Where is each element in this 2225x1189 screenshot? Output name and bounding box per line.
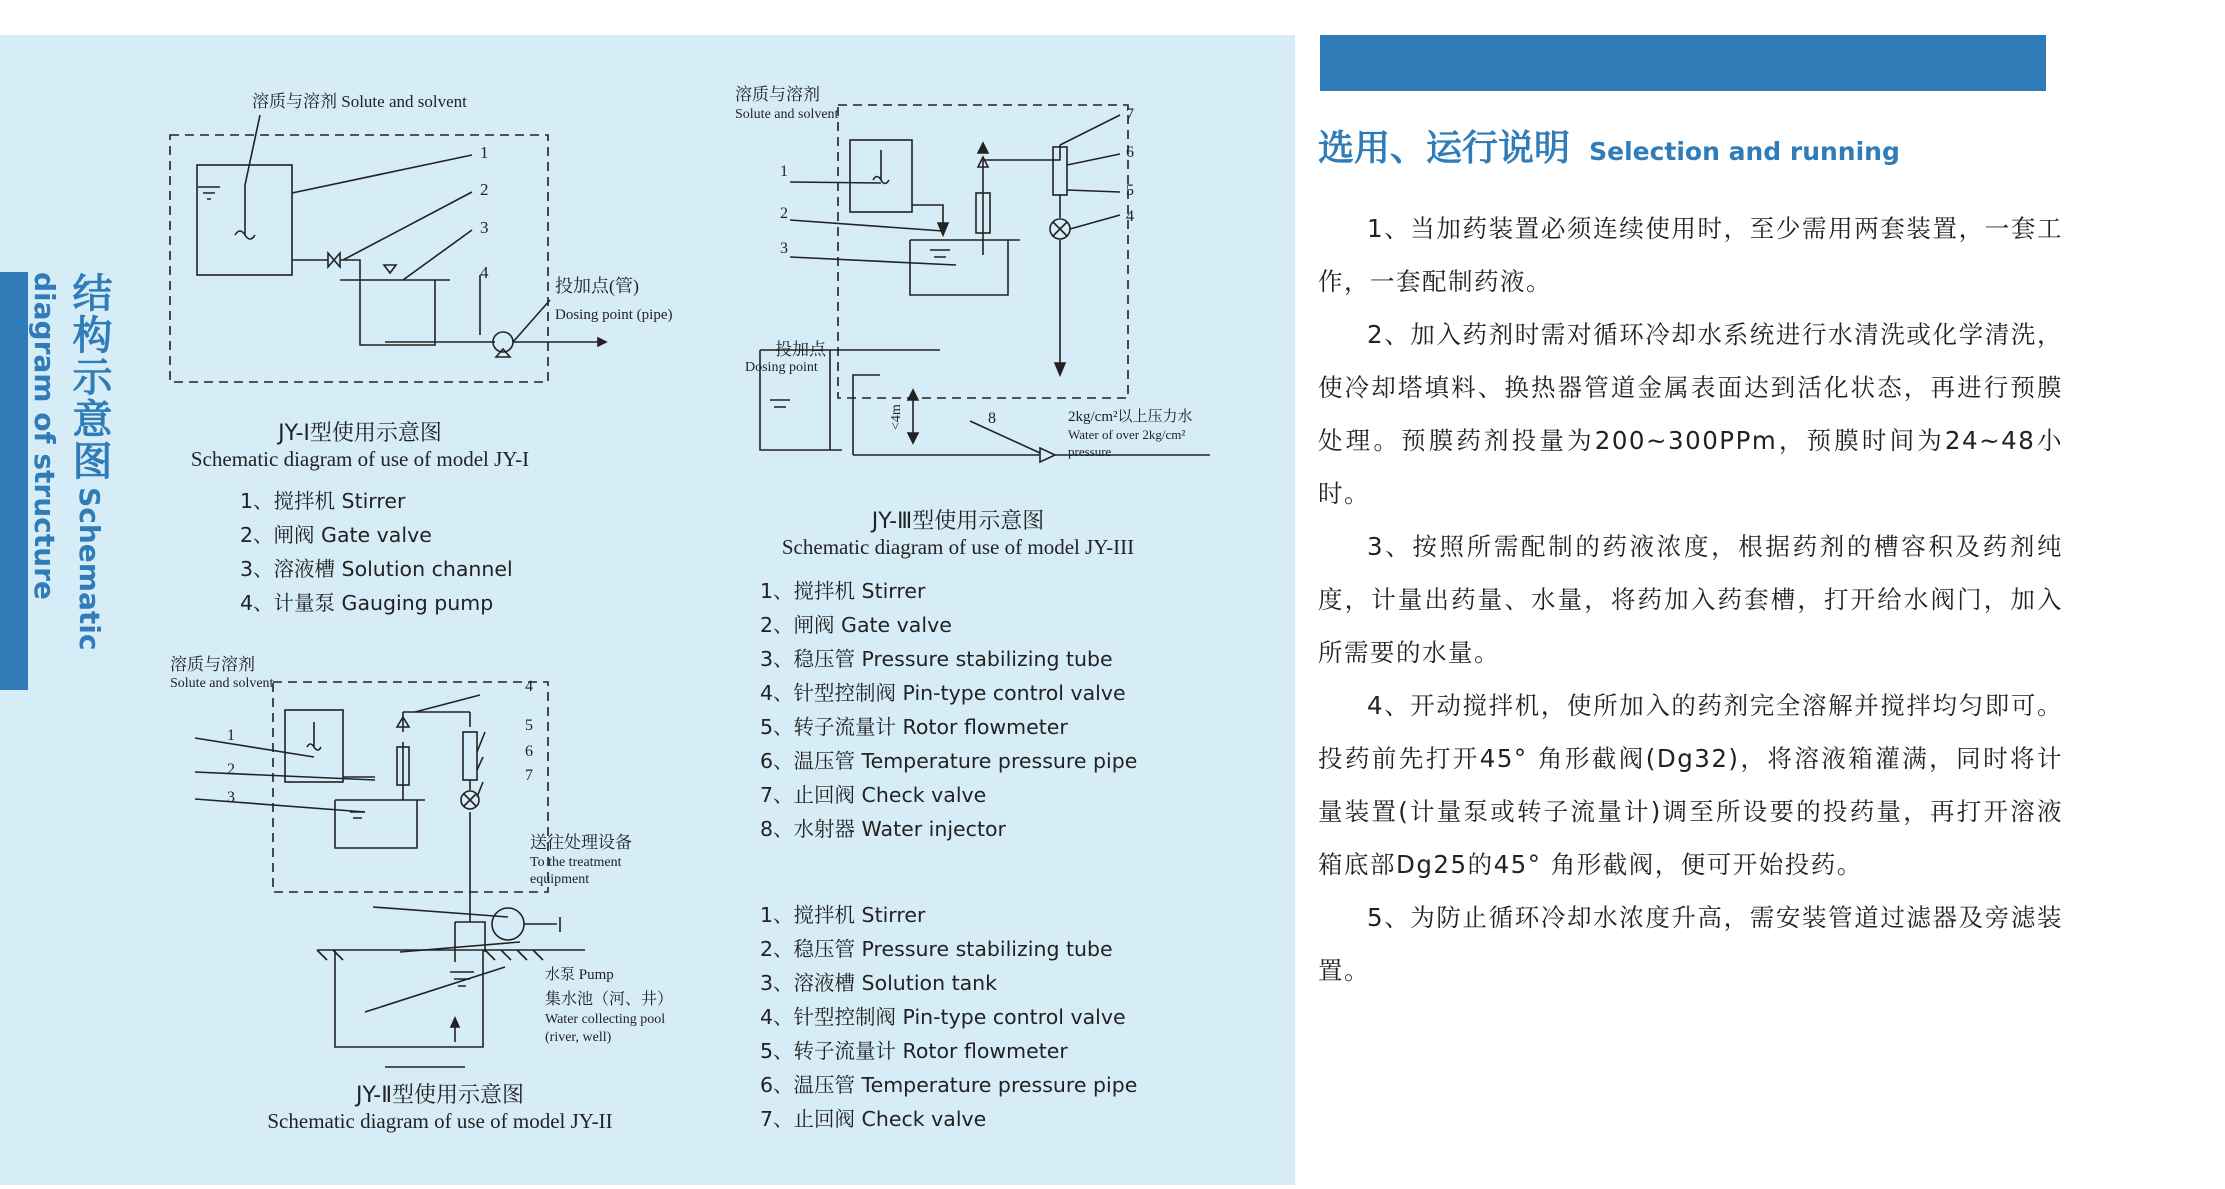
jy2-caption bbox=[240, 1078, 640, 1134]
list-item: 6、温压管 Temperature pressure pipe bbox=[760, 749, 1138, 773]
jy2-callout-2: 2 bbox=[227, 761, 235, 778]
jy3-callout-6: 6 bbox=[1126, 144, 1134, 161]
page-title-en: Selection and running bbox=[1589, 137, 1900, 166]
jy3-caption-en: Schematic diagram of use of model JY-III bbox=[781, 535, 1135, 559]
instruction-paragraph: 5、为防止循环冷却水浓度升高，需安装管道过滤器及旁滤装置。 bbox=[1318, 903, 2063, 985]
list-item: 5、转子流量计 Rotor flowmeter bbox=[760, 1039, 1068, 1063]
instruction-paragraph: 4、开动搅拌机，使所加入的药剂完全溶解并搅拌均匀即可。投药前先打开45° 角形截阀(Dg32)，将溶液箱灌满，同时将计量装置(计量泵或转子流量计)调至所设要的投药量，再打开溶液箱底部Dg25的45° 角形截阀，便可开始投药。 bbox=[1318, 691, 2063, 879]
list-item: 7、止回阀 Check valve bbox=[760, 783, 987, 807]
list-item: 2、闸阀 Gate valve bbox=[240, 523, 432, 547]
side-title-zh: 结构示意图 bbox=[66, 272, 112, 482]
jy2-pool-en-1: Water collecting pool bbox=[545, 1012, 666, 1027]
jy2-callout-4: 4 bbox=[525, 678, 533, 695]
jy1-dosing-en: Dosing point (pipe) bbox=[555, 307, 673, 323]
instruction-paragraph: 1、当加药装置必须连续使用时，至少需用两套装置，一套工作，一套配制药液。 bbox=[1318, 214, 2063, 296]
page-title bbox=[1318, 120, 1900, 171]
jy1-caption bbox=[160, 416, 560, 472]
list-item: 4、针型控制阀 Pin-type control valve bbox=[760, 681, 1126, 705]
jy3-callout-3: 3 bbox=[780, 240, 788, 257]
list-item: 4、计量泵 Gauging pump bbox=[240, 591, 494, 615]
jy3-legend bbox=[760, 574, 1137, 846]
jy2-caption-zh: JY-Ⅱ型使用示意图 bbox=[355, 1083, 525, 1108]
jy1-callout-4: 4 bbox=[480, 263, 489, 282]
list-item: 1、搅拌机 Stirrer bbox=[760, 903, 926, 927]
jy3-top-label-zh: 溶质与溶剂 bbox=[735, 85, 820, 104]
list-item: 2、稳压管 Pressure stabilizing tube bbox=[760, 937, 1113, 961]
jy1-callout-2: 2 bbox=[480, 180, 489, 199]
jy3-dosing-zh: 投加点 bbox=[775, 340, 826, 359]
jy1-callout-1: 1 bbox=[480, 143, 489, 162]
instructions-text bbox=[1318, 202, 2063, 997]
jy1-caption-zh: JY-Ⅰ型使用示意图 bbox=[278, 421, 442, 446]
jy3-callout-7: 7 bbox=[1126, 106, 1134, 123]
list-item: 1、搅拌机 Stirrer bbox=[760, 579, 926, 603]
jy2-callout-7: 7 bbox=[525, 767, 533, 784]
jy3-callout-4: 4 bbox=[1126, 208, 1134, 225]
instruction-paragraph: 2、加入药剂时需对循环冷却水系统进行水清洗或化学清洗，使冷却塔填料、换热器管道金属表面达到活化状态，再进行预膜处理。预膜药剂投量为200~300PPm，预膜时间为24~48小时。 bbox=[1318, 320, 2063, 508]
list-item: 7、止回阀 Check valve bbox=[760, 1107, 987, 1131]
jy2-pool-zh: 集水池（河、井） bbox=[545, 991, 674, 1008]
jy3-callout-2: 2 bbox=[780, 205, 788, 222]
jy2-treatment-en-1: To the treatment bbox=[530, 855, 622, 870]
jy1-caption-en: Schematic diagram of use of model JY-I bbox=[190, 447, 530, 471]
list-item: 2、闸阀 Gate valve bbox=[760, 613, 952, 637]
jy2-callout-1: 1 bbox=[227, 727, 235, 744]
jy3-depth: <4m bbox=[889, 404, 904, 430]
jy3-pressure-en-1: Water of over 2kg/cm² bbox=[1068, 427, 1186, 442]
list-item: 1、搅拌机 Stirrer bbox=[240, 489, 406, 513]
jy2-top-label-zh: 溶质与溶剂 bbox=[170, 655, 255, 674]
jy2-top-label-en: Solute and solvent bbox=[170, 676, 274, 691]
jy3-top-label-en: Solute and solvent bbox=[735, 107, 839, 122]
jy1-top-label: 溶质与溶剂 Solute and solvent bbox=[252, 92, 467, 111]
jy2-treatment-en-2: equipment bbox=[530, 872, 590, 887]
jy3-callout-5: 5 bbox=[1126, 182, 1134, 199]
jy1-dosing-zh: 投加点(管) bbox=[555, 276, 639, 296]
jy3-pressure-zh: 2kg/cm²以上压力水 bbox=[1068, 409, 1193, 425]
side-accent-bar bbox=[0, 272, 28, 690]
list-item: 4、针型控制阀 Pin-type control valve bbox=[760, 1005, 1126, 1029]
jy2-callout-3: 3 bbox=[227, 789, 235, 806]
list-item: 5、转子流量计 Rotor flowmeter bbox=[760, 715, 1068, 739]
side-title bbox=[28, 272, 118, 692]
jy3-callout-8: 8 bbox=[988, 410, 996, 427]
jy2-callout-5: 5 bbox=[525, 717, 533, 734]
right-header-bar bbox=[1320, 35, 2046, 91]
list-item: 3、稳压管 Pressure stabilizing tube bbox=[760, 647, 1113, 671]
jy3-dosing-en: Dosing point bbox=[745, 360, 818, 375]
jy3-pressure-en-2: pressure bbox=[1068, 444, 1112, 459]
jy1-legend bbox=[240, 484, 513, 620]
jy1-callout-3: 3 bbox=[480, 218, 489, 237]
jy3-caption bbox=[758, 504, 1158, 560]
list-item: 3、溶液槽 Solution channel bbox=[240, 557, 513, 581]
jy3-callout-1: 1 bbox=[780, 163, 788, 180]
page-title-zh: 选用、运行说明 bbox=[1318, 128, 1571, 169]
diagram-jy3 bbox=[730, 85, 1250, 465]
side-title-en: Schematic diagram of structure bbox=[28, 272, 106, 651]
jy2-callout-6: 6 bbox=[525, 743, 533, 760]
list-item: 6、温压管 Temperature pressure pipe bbox=[760, 1073, 1138, 1097]
instruction-paragraph: 3、按照所需配制的药液浓度，根据药剂的槽容积及药剂纯度，计量出药量、水量，将药加入药套槽，打开给水阀门，加入所需要的水量。 bbox=[1318, 532, 2063, 667]
diagram-jy2 bbox=[165, 652, 745, 1072]
list-item: 3、溶液槽 Solution tank bbox=[760, 971, 998, 995]
jy2-caption-en: Schematic diagram of use of model JY-II bbox=[267, 1109, 613, 1133]
diagram-jy1 bbox=[160, 85, 700, 405]
jy2-pool-en-2: (river, well) bbox=[545, 1030, 612, 1045]
jy2-treatment-zh: 送往处理设备 bbox=[530, 833, 632, 852]
jy2-pump: 水泵 Pump bbox=[545, 967, 614, 983]
jy2-legend bbox=[760, 898, 1137, 1136]
jy3-caption-zh: JY-Ⅲ型使用示意图 bbox=[871, 509, 1045, 534]
list-item: 8、水射器 Water injector bbox=[760, 817, 1006, 841]
